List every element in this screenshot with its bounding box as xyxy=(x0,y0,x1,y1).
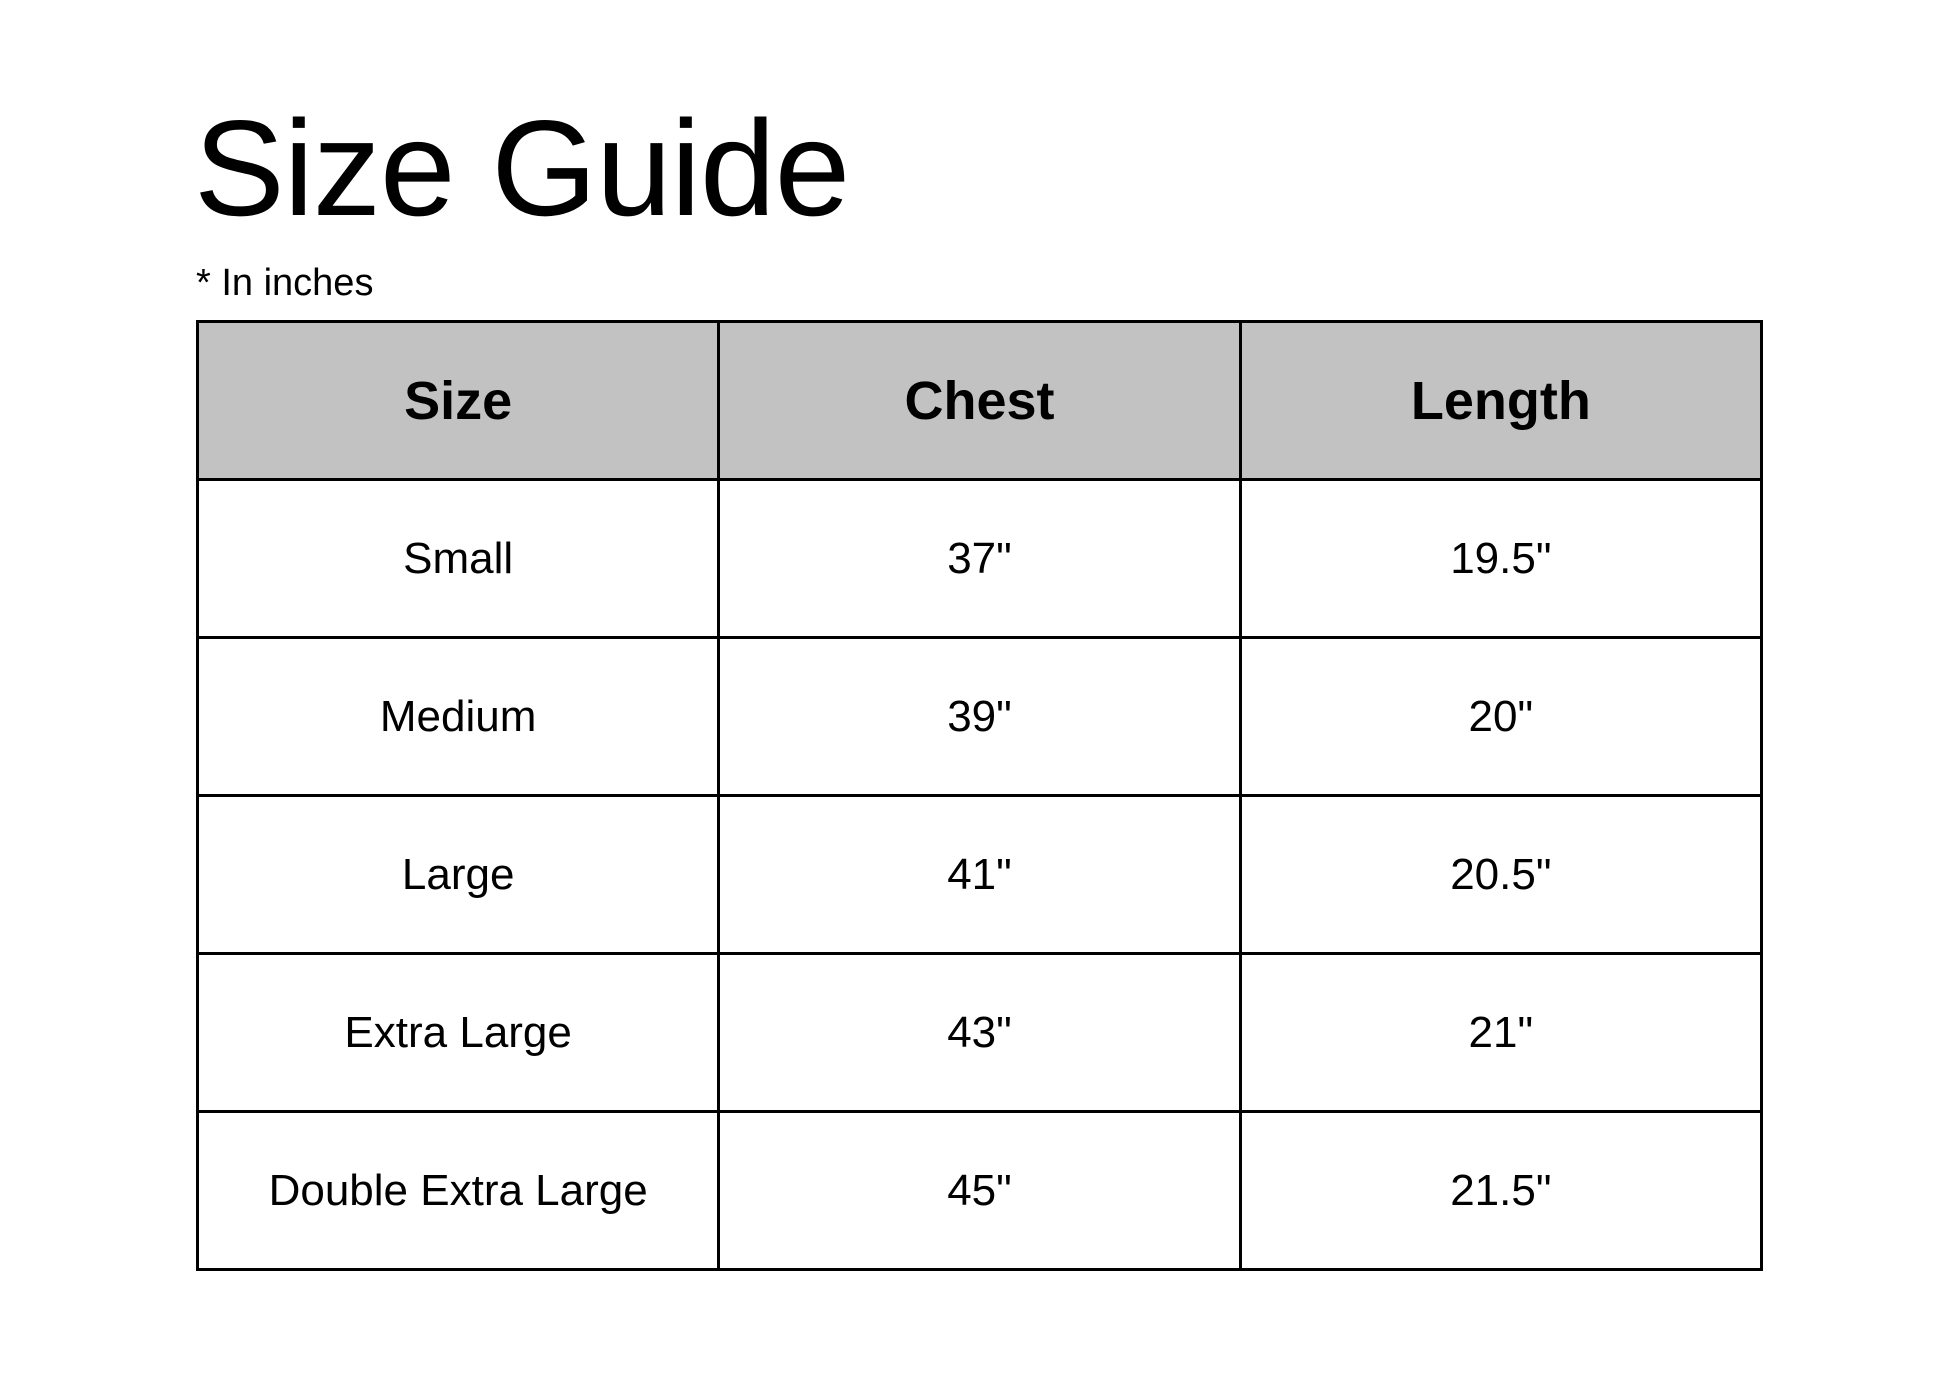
size-cell: Small xyxy=(198,480,719,638)
column-header-chest: Chest xyxy=(719,322,1240,480)
table-header xyxy=(198,322,1762,480)
size-cell: Double Extra Large xyxy=(198,1112,719,1270)
header-row xyxy=(198,322,1762,480)
chest-cell: 43" xyxy=(719,954,1240,1112)
size-cell: Extra Large xyxy=(198,954,719,1112)
size-cell: Large xyxy=(198,796,719,954)
chest-cell: 41" xyxy=(719,796,1240,954)
table-row xyxy=(198,954,1762,1112)
length-cell: 19.5" xyxy=(1240,480,1761,638)
size-cell: Medium xyxy=(198,638,719,796)
chest-cell: 37" xyxy=(719,480,1240,638)
table-row xyxy=(198,1112,1762,1270)
column-header-length: Length xyxy=(1240,322,1761,480)
table-row xyxy=(198,480,1762,638)
length-cell: 20.5" xyxy=(1240,796,1761,954)
page-title: Size Guide xyxy=(194,92,850,244)
chest-cell: 45" xyxy=(719,1112,1240,1270)
table-body xyxy=(198,480,1762,1270)
length-cell: 21.5" xyxy=(1240,1112,1761,1270)
table-row xyxy=(198,796,1762,954)
table-row xyxy=(198,638,1762,796)
length-cell: 21" xyxy=(1240,954,1761,1112)
units-note: * In inches xyxy=(196,262,374,304)
length-cell: 20" xyxy=(1240,638,1761,796)
column-header-size: Size xyxy=(198,322,719,480)
size-table xyxy=(196,320,1763,1271)
chest-cell: 39" xyxy=(719,638,1240,796)
